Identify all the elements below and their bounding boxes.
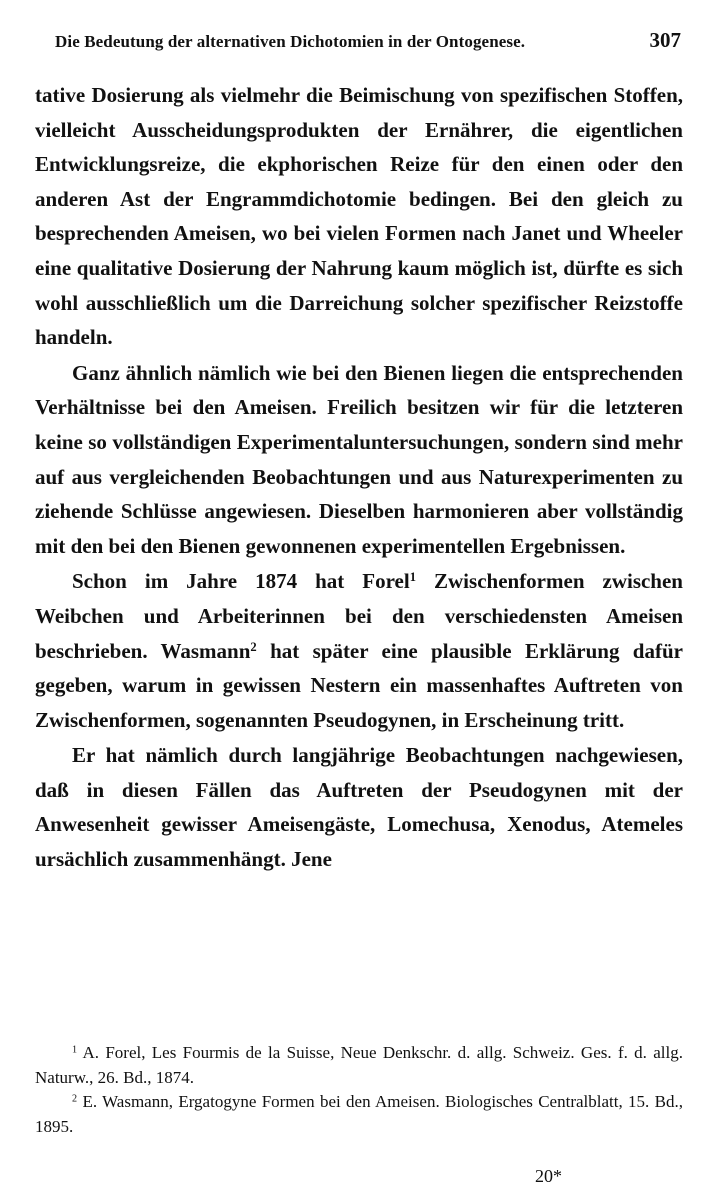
paragraph-with-references bbox=[35, 564, 683, 737]
footnote bbox=[35, 1090, 683, 1139]
paragraph-text: Zwischenformen zwischen Weibchen und Arbeiterinnen bei den verschiedensten Ameisen beschrieben. Wasmann bbox=[35, 569, 683, 663]
paragraph-continuation: tative Dosierung als vielmehr die Beimischung von spezifischen Stoffen, vielleicht Ausscheidungsprodukten der Ernährer, die eigentlichen Entwicklungsreize, die ekphorischen Reize für den einen oder den anderen Ast der Engrammdichotomie bedingen. Bei den gleich zu besprechenden Ameisen, wo bei vielen Formen nach Janet und Wheeler eine qualitative Dosierung der Nahrung kaum möglich ist, dürfte es sich wohl ausschließlich um die Darreichung solcher spezifischer Reizstoffe handeln. bbox=[35, 83, 683, 350]
footnote-marker: 2 bbox=[72, 1093, 78, 1105]
footnote-reference: 2 bbox=[250, 639, 257, 654]
paragraph-text: Schon im Jahre 1874 hat Forel bbox=[72, 569, 410, 594]
page bbox=[35, 28, 683, 1186]
paragraph: Er hat nämlich durch langjährige Beobachtungen nachgewiesen, daß in diesen Fällen das Auftreten der Pseudogynen mit der Anwesenheit gewisser Ameisengäste, Lomechusa, Xenodus, Atemeles ursächlich zusammenhängt. Jene bbox=[35, 743, 683, 872]
paragraph-text: hat später eine plausible Erklärung dafür gegeben, warum in gewissen Nestern ein massenhaftes Auftreten von Zwischenformen, sogenannten Pseudogynen, in Erscheinung tritt. bbox=[35, 638, 683, 732]
sheet-signature: 20* bbox=[535, 1166, 562, 1186]
paragraph: Ganz ähnlich nämlich wie bei den Bienen liegen die entsprechenden Verhältnisse bei den Ameisen. Freilich besitzen wir für die letzteren keine so vollständigen Experimentaluntersuchungen, sondern sind mehr auf aus vergleichenden Beobachtungen und aus Naturexperimenten zu ziehende Schlüsse angewiesen. Dieselben harmonieren aber vollständig mit den bei den Bienen gewonnenen experimentellen Ergebnissen. bbox=[35, 360, 683, 558]
footnote-text: E. Wasmann, Ergatogyne Formen bei den Ameisen. Biologisches Centralblatt, 15. Bd., 1895. bbox=[35, 1092, 683, 1136]
page-number: 307 bbox=[649, 28, 681, 52]
footnote-text: A. Forel, Les Fourmis de la Suisse, Neue Denkschr. d. allg. Schweiz. Ges. f. d. allg. Naturw., 26. Bd., 1874. bbox=[35, 1043, 683, 1087]
footnote-reference: 1 bbox=[409, 570, 417, 585]
footnote bbox=[35, 1041, 683, 1090]
body-text bbox=[35, 78, 683, 877]
running-header bbox=[35, 28, 683, 62]
footnotes bbox=[35, 1041, 683, 1139]
footnote-marker: 1 bbox=[72, 1044, 78, 1056]
running-title: Die Bedeutung der alternativen Dichotomien in der Ontogenese. bbox=[55, 32, 526, 51]
